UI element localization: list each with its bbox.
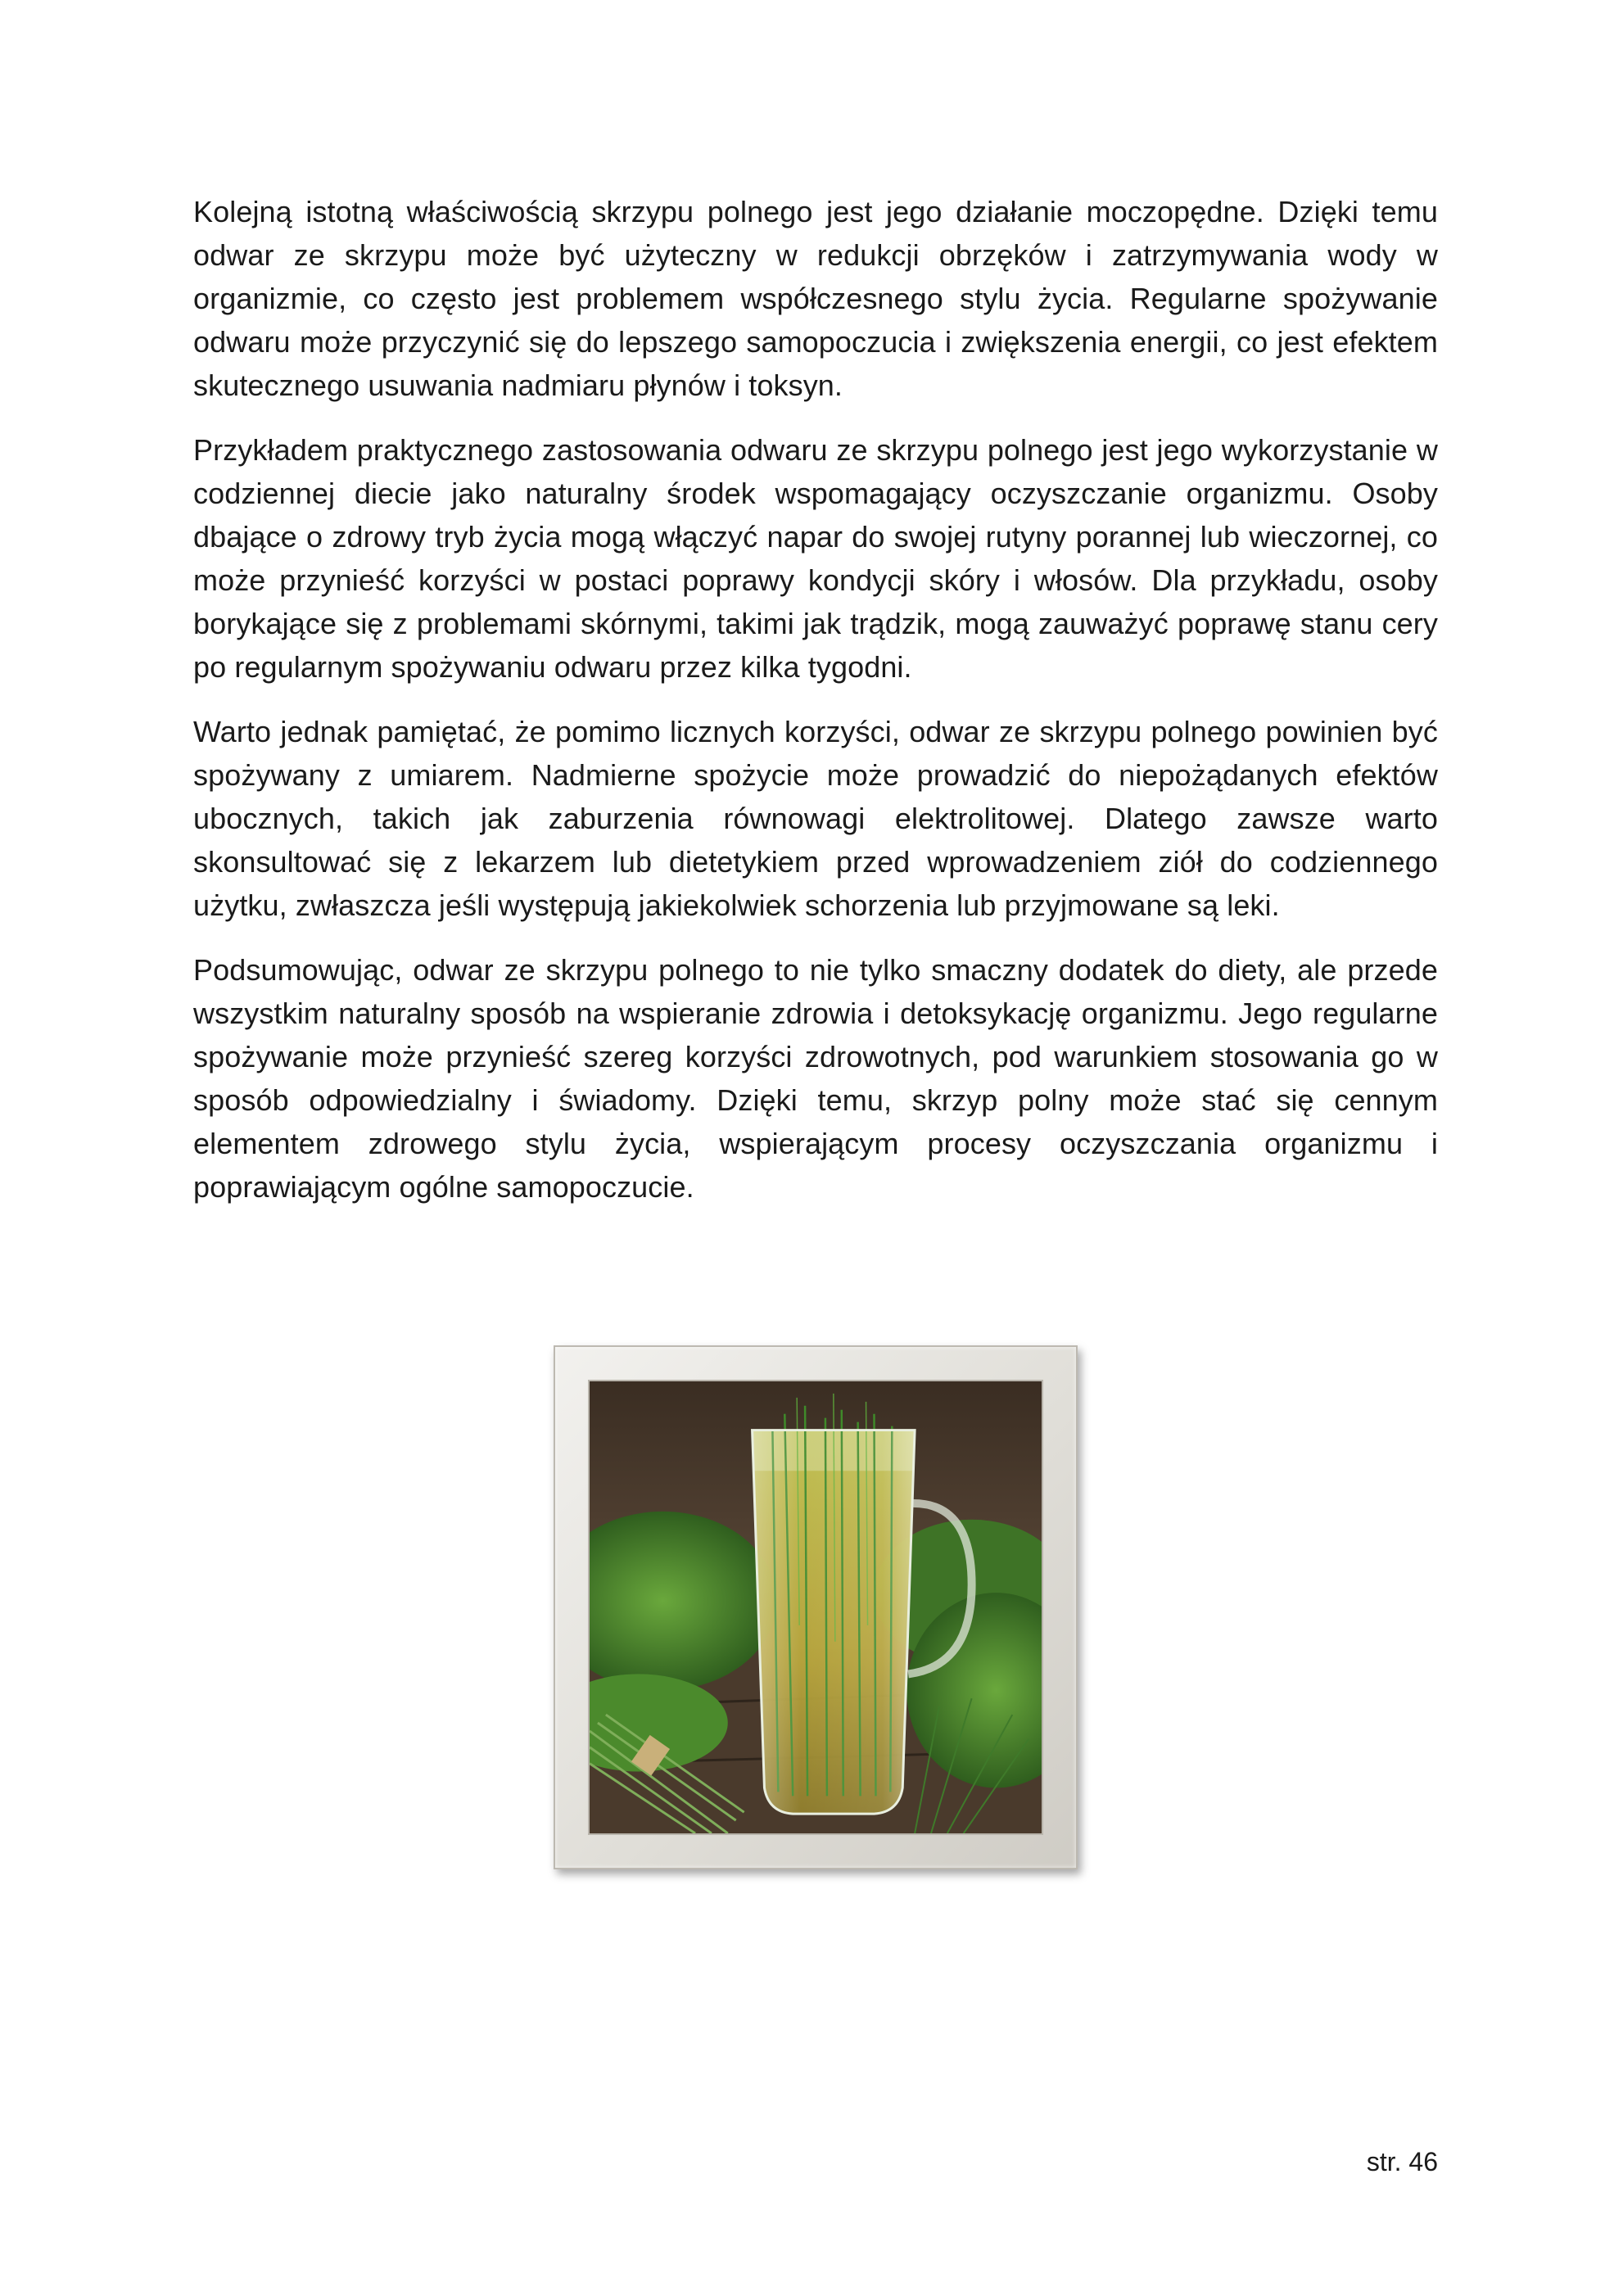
paragraph-1: Kolejną istotną właściwością skrzypu polnego jest jego działanie moczopędne. Dzięki temu odwar ze skrzypu może być użyteczny w redukcji obrzęków i zatrzymywania wody w organizmie, co często jest problemem współczesnego stylu życia. Regularne spożywanie odwaru może przyczynić się do lepszego samopoczucia i zwiększenia energii, co jest efektem skutecznego usuwania nadmiaru płynów i toksyn.: [193, 195, 1438, 402]
main-text: [193, 190, 1438, 1230]
photo-frame: [554, 1345, 1078, 1869]
page-number: str. 46: [1366, 2147, 1438, 2176]
paragraph-2: Przykładem praktycznego zastosowania odwaru ze skrzypu polnego jest jego wykorzystanie w codziennej diecie jako naturalny środek wspomagający oczyszczanie organizmu. Osoby dbające o zdrowy tryb życia mogą włączyć napar do swojej rutyny porannej lub wieczornej, co może przynieść korzyści w postaci poprawy kondycji skóry i włosów. Dla przykładu, osoby borykające się z problemami skórnymi, takimi jak trądzik, mogą zauważyć poprawę stanu cery po regularnym spożywaniu odwaru przez kilka tygodni.: [193, 433, 1438, 684]
horsetail-tea-photo: [588, 1380, 1043, 1835]
paragraph-4: Podsumowując, odwar ze skrzypu polnego to nie tylko smaczny dodatek do diety, ale przede wszystkim naturalny sposób na wspieranie zdrowia i detoksykację organizmu. Jego regularne spożywanie może przynieść szereg korzyści zdrowotnych, pod warunkiem stosowania go w sposób odpowiedzialny i świadomy. Dzięki temu, skrzyp polny może stać się cennym elementem zdrowego stylu życia, wspierającym procesy oczyszczania organizmu i poprawiającym ogólne samopoczucie.: [193, 953, 1438, 1204]
paragraph-3: Warto jednak pamiętać, że pomimo licznych korzyści, odwar ze skrzypu polnego powinien być spożywany z umiarem. Nadmierne spożycie może prowadzić do niepożądanych efektów ubocznych, takich jak zaburzenia równowagi elektrolitowej. Dlatego zawsze warto skonsultować się z lekarzem lub dietetykiem przed wprowadzeniem ziół do codziennego użytku, zwłaszcza jeśli występują jakiekolwiek schorzenia lub przyjmowane są leki.: [193, 715, 1438, 922]
